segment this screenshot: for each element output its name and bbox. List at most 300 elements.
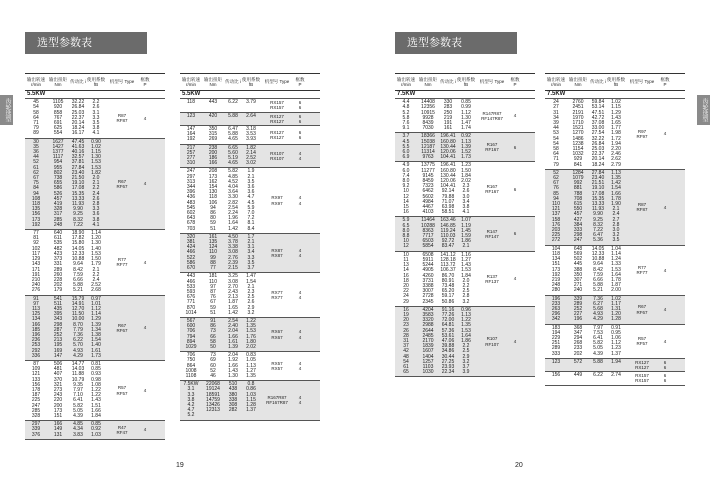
table-cell: 2.5 [462,288,470,295]
frame-value: 4 [143,387,147,393]
table-cell: 2451 [572,104,584,111]
table-cell: 91 [210,317,216,324]
table-cell: 50.86 [441,298,455,305]
table-cell: 120.06 [440,149,456,156]
table-cell: 158 [551,216,561,223]
model-name: R107 [486,336,498,342]
table-column [589,247,607,294]
table-cell: 1.29 [91,316,101,323]
table-cell: 213 [53,337,63,344]
frame-value: 6 [663,359,667,365]
table-cell: 706 [186,352,196,359]
table-cell: 113 [32,305,40,312]
table-cell: 5.36 [593,237,603,244]
table-cell: 169 [53,347,63,354]
frame-count [139,362,151,419]
model-name: RF67 [116,327,128,333]
table-cell: 1.14 [91,311,101,318]
table-cell: 106 [208,199,218,206]
frame-count [294,235,306,271]
table-cell: 2.04 [228,328,238,335]
table-cell: 9.90 [73,206,83,213]
table-cell: 572 [573,358,583,365]
model-name: RF77 [636,270,648,276]
frame-count [509,218,521,249]
model-name: RF137 [485,278,499,284]
table-cell: 750 [186,357,196,364]
frame-value: 6 [298,100,302,106]
table-column [47,362,69,419]
table-cell: 9145 [422,172,434,179]
table-cell: 328 [53,206,63,213]
table-cell: 4.2 [187,401,195,408]
table-cell: 62 [33,169,39,176]
table-cell: 8.42 [73,266,83,273]
frame-value: 6 [513,186,517,192]
table-cell: 1.72 [611,135,621,142]
table-column [202,382,224,418]
table-cell: 4103 [422,209,434,216]
table-column [224,235,242,271]
table-cell: 58 [210,338,216,345]
table-cell: 5.88 [593,282,603,289]
frame-value: 4 [298,195,302,201]
table-cell: 5.8 [402,114,410,121]
table-column [417,100,439,131]
table-cell: 339 [573,295,583,302]
table-cell: 2.6 [92,104,100,111]
table-column [589,100,607,168]
frame-count [509,134,521,160]
table-cell: 0.85 [91,366,101,373]
table-cell: 1.05 [246,357,256,364]
model-name: R67 [637,304,647,310]
table-cell: 137 [551,211,561,218]
table-cell: 117 [32,250,40,257]
table-cell: 156 [31,211,41,218]
table-cell: 3.79 [246,99,256,106]
table-cell: 176 [551,221,561,228]
table-cell: 526 [53,190,63,197]
table-cell: 21.50 [71,175,85,182]
table-cell: 1.53 [91,164,101,171]
table-cell: 52 [33,159,39,166]
power-label: 5.5KW [25,91,165,99]
table-cell: 1521 [572,125,584,132]
table-cell: 71.07 [441,198,455,205]
table-cell: 285 [53,216,63,223]
table-cell: 1.53 [461,327,471,334]
table-cell: 3.02 [246,160,256,167]
table-cell: 3.08 [228,278,238,285]
table-cell: 1105 [52,99,64,106]
frame-count [659,247,671,294]
table-column [457,100,475,131]
table-cell: 333 [573,227,583,234]
table-cell: 11277 [421,167,435,174]
table-cell: 16 [403,272,409,279]
power-label: 5.5KW [180,91,320,99]
table-column [242,274,260,316]
table-cell: 282 [228,407,238,414]
table-cell: 3007 [422,288,434,295]
table-cell: 2.9 [247,304,255,311]
table-cell: 1.39 [461,143,471,150]
table-cell: 2.6 [92,195,100,202]
table-cell: 104.41 [440,154,456,161]
table-cell: 22.37 [591,151,605,158]
model-name: RF147R87 [481,115,503,121]
header-cell: 机型号 Type [264,79,290,85]
table-cell: 18 [403,277,409,284]
table-cell: 22068 [206,381,220,388]
table-cell: 156 [31,381,41,388]
table-cell: 5.88 [593,358,603,365]
table-cell: 767 [53,114,63,121]
table-cell: 545 [186,204,196,211]
table-cell: 317 [53,211,63,218]
table-cell: 283 [443,104,453,111]
table-block [180,273,320,318]
table-column [439,134,457,160]
table-cell: 80 [210,215,216,222]
table-cell: 4.39 [73,412,83,419]
table-cell: 9.25 [593,216,603,223]
table-cell: 79 [553,161,559,168]
table-cell: 135 [208,239,218,246]
frame-value: 4 [663,131,667,137]
table-cell: 6.41 [593,334,603,341]
table-cell: 46 [210,372,216,379]
table-cell: 162 [208,178,218,185]
table-cell: 66 [210,333,216,340]
table-cell: 196.41 [440,133,456,140]
table-cell: 40.16 [71,149,85,156]
table-cell: 76 [210,294,216,301]
model-name: RX107 [270,150,284,156]
table-cell: 44 [553,125,559,132]
table-cell: 5.19 [228,155,238,162]
table-cell: 2.4 [612,211,620,218]
table-cell: 220 [53,397,63,404]
table-cell: 147 [186,126,196,133]
model-type [260,319,294,350]
table-cell: 436 [186,194,196,201]
table-block [180,234,320,273]
table-cell: 4.29 [73,352,83,359]
table-cell: 457 [53,195,63,202]
table-cell: 12356 [421,104,435,111]
table-cell: 2485 [422,332,434,339]
table-cell: 321 [53,381,63,388]
table-cell: 3.0 [612,227,620,234]
table-cell: 1.43 [91,397,101,404]
table-cell: 1.53 [246,328,256,335]
table-cell: 91.16 [441,306,455,313]
frame-count [659,171,671,244]
table-column [607,171,625,244]
header-cell: 传动比 i [440,79,456,85]
table-cell: 738 [53,175,63,182]
table-cell: 510 [228,381,238,388]
header-cell: 输出转速 r/min [397,76,415,87]
table-cell: 3.38 [228,244,238,251]
table-cell: 602 [186,210,196,217]
table-cell: 67 [553,180,559,187]
table-left-col2 [180,73,320,421]
header-cell: 输出扭矩 Nm [419,76,437,87]
model-type [260,127,294,143]
table-cell: 3.3 [247,254,255,261]
table-cell: 130.44 [440,143,456,150]
table-cell: 225 [31,397,41,404]
table-cell: 1.13 [461,311,471,318]
table-cell: 27.54 [591,130,605,137]
table-cell: 7.2 [247,215,255,222]
table-cell: 240 [573,287,583,294]
table-column [395,163,417,215]
table-cell: 16.17 [71,130,85,137]
table-cell: 248 [551,282,561,289]
table-cell: 640 [53,230,63,237]
table-cell: 102 [31,245,41,252]
table-cell: 3.8 [92,216,100,223]
left-banner: 选型参数表 [25,32,147,54]
table-column [180,114,202,124]
table-cell: 39 [553,120,559,127]
header-cell: 传动比 i [70,79,86,85]
table-cell: 6.0 [402,149,410,156]
frame-value: 6 [513,231,517,237]
model-type [475,100,509,131]
table-cell: 3.2 [462,298,470,305]
table-column [457,163,475,215]
table-cell: 2.8 [92,201,100,208]
table-cell: 0.92 [461,133,471,140]
table-cell: 200 [208,149,218,156]
table-cell: 73 [210,328,216,335]
table-cell: 1.27 [461,256,471,263]
frame-value: 4 [513,113,517,119]
table-cell: 233 [551,300,561,307]
table-cell: 7030 [422,125,434,132]
table-cell: 1.20 [611,311,621,318]
table-cell: 195 [53,342,63,349]
table-cell: 1486 [572,135,584,142]
model-type [105,140,139,228]
table-cell: 247 [31,402,41,409]
table-cell: 251 [551,340,561,347]
table-cell: 443 [208,99,218,106]
table-cell: 1029 [185,343,197,350]
model-name: RF47 [116,429,128,435]
table-column [180,319,202,350]
table-column [589,171,607,244]
table-cell: 52 [210,367,216,374]
table-cell: 1.13 [246,362,256,369]
table-cell: 4.39 [593,350,603,357]
table-block [180,381,320,420]
table-cell: 395 [53,311,63,318]
table-cell: 15.35 [591,195,605,202]
table-cell: 373 [53,256,63,263]
table-column [224,382,242,418]
table-cell: 1.42 [611,180,621,187]
model-type [625,326,659,357]
table-column [224,127,242,143]
table-cell: 11.50 [71,311,85,318]
table-cell: 1.37 [246,407,256,414]
table-cell: 1.30 [91,240,101,247]
table-cell: 8363 [422,227,434,234]
table-cell: 1.96 [228,215,238,222]
table-cell: 338 [228,396,238,403]
table-cell: 84 [33,185,39,192]
table-cell: 3.1 [247,244,255,251]
model-name: RF67 [636,309,648,315]
table-cell: 6.0 [402,167,410,174]
table-cell: 955 [53,164,63,171]
table-cell: 4260 [422,272,434,279]
table-cell: 1.03 [91,431,101,438]
table-cell: 1.50 [461,167,471,174]
table-cell: 1.35 [461,322,471,329]
table-cell: 22.37 [71,114,85,121]
table-cell: 1.34 [91,326,101,333]
model-name: R87 [117,113,127,119]
table-cell: 86 [210,210,216,217]
table-cell: 247 [186,168,196,175]
table-cell: 196 [31,331,41,338]
frame-count [659,326,671,357]
table-cell: 36 [33,149,39,156]
table-block [395,217,535,251]
table-column [439,308,457,376]
table-block [25,99,165,138]
table-cell: 2.2 [92,271,100,278]
power-label: 7.5KW [395,91,535,99]
table-cell: 1.87 [611,282,621,289]
table-cell: 457 [573,211,583,218]
table-column [395,253,417,305]
table-column [224,114,242,124]
frame-value: 4 [143,115,147,121]
table-column [567,373,589,383]
table-cell: 14 [403,267,409,274]
model-name: RF167 [485,147,499,153]
table-column [69,362,87,419]
table-cell: 1.07 [461,217,471,224]
table-cell: 109 [31,366,41,373]
frame-value: 6 [298,118,302,124]
table-cell: 65.20 [441,288,455,295]
table-column [87,231,105,293]
frame-value: 6 [298,129,302,135]
table-cell: 160.80 [440,138,456,145]
table-cell: 16 [403,306,409,313]
table-cell: 1.86 [461,337,471,344]
table-cell: 3.83 [73,431,83,438]
table-cell: 3.6 [247,184,255,191]
model-type [260,382,294,418]
header-cell: 输出转速 r/min [547,76,565,87]
table-cell: 0.97 [91,295,101,302]
model-name: RF87 [636,207,648,213]
table-cell: 466 [186,249,196,256]
table-block [25,361,165,421]
frame-value: 4 [663,204,667,210]
header-cell: 使用系数 fB [242,76,260,87]
table-cell: 294 [573,334,583,341]
table-cell: 1.45 [461,227,471,234]
table-cell: 384 [573,221,583,228]
table-cell: 1238 [572,140,584,147]
frame-value: 6 [663,373,667,379]
table-cell: 120.06 [440,178,456,185]
table-cell: 27.84 [591,169,605,176]
frame-value: 4 [143,427,147,433]
table-cell: 71 [33,120,39,127]
model-type [260,274,294,316]
model-name: RX127 [270,113,284,119]
table-cell: 1.82 [91,169,101,176]
table-cell: 347 [573,329,583,336]
table-column [395,134,417,160]
header-cell: 框数 P [295,76,305,87]
table-cell: 9.25 [73,211,83,218]
table-cell: 1.30 [91,154,101,161]
table-cell: 289 [551,345,561,352]
table-cell: 6462 [422,188,434,195]
table-column [180,169,202,231]
header-cell: 输出扭矩 Nm [204,76,222,87]
table-cell: 192 [551,271,561,278]
table-cell: 1.16 [461,251,471,258]
table-cell: 1.02 [611,99,621,106]
frame-count [294,319,306,350]
table-cell: 123 [551,358,561,365]
table-cell: 427 [573,216,583,223]
table-column [545,171,567,244]
table-cell: 104 [551,245,561,252]
table-cell: 252 [573,305,583,312]
table-cell: 2.2 [92,185,100,192]
table-cell: 4204 [422,306,434,313]
frame-value: 4 [298,289,302,295]
table-cell: 12187 [421,143,435,150]
table-cell: 39.88 [441,343,455,350]
table-column [69,140,87,228]
table-cell: 59 [210,220,216,227]
table-cell: 1.42 [228,309,238,316]
table-cell: 14.91 [71,300,85,307]
table-block [25,139,165,230]
header-cell: 机型号 Type [629,79,655,85]
table-cell: 0.98 [91,376,101,383]
table-block [180,352,320,381]
table-cell: 269 [208,136,218,143]
table-cell: 24 [553,99,559,106]
table-cell: 134 [551,256,561,263]
frame-value: 4 [298,253,302,259]
table-cell: 1270 [572,130,584,137]
table-cell: 2.8 [462,293,470,300]
frame-count [139,297,151,359]
table-cell: 183 [551,324,561,331]
table-cell: 287 [53,326,63,333]
table-cell: 2.82 [228,199,238,206]
table-cell: 1.13 [611,169,621,176]
